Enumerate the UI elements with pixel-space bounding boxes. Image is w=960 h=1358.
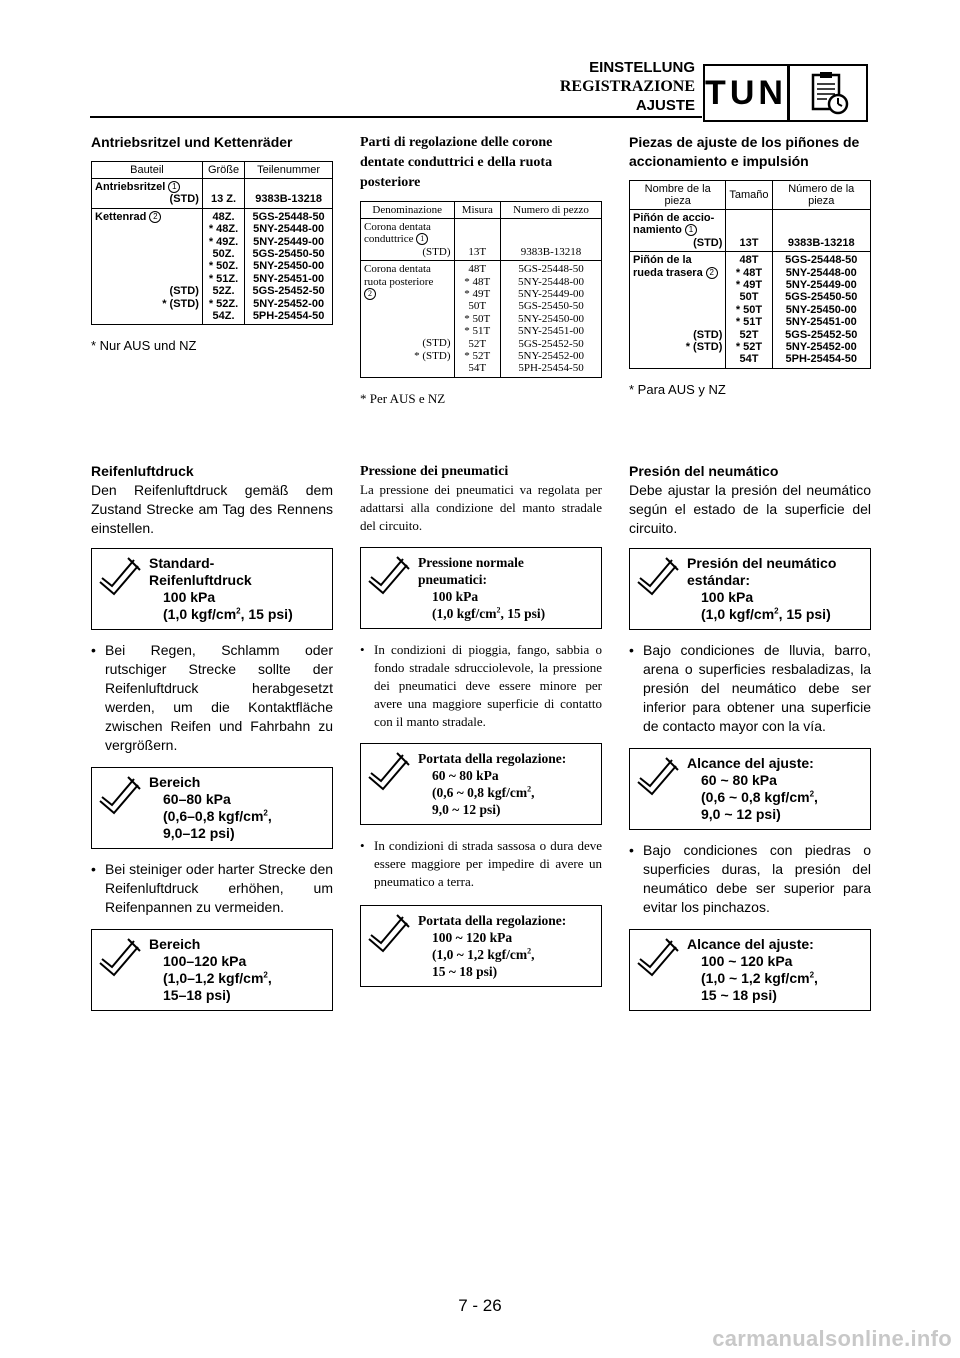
part-number: 5NY-25451-00 — [518, 325, 585, 338]
part-number: 5PH-25454-50 — [785, 353, 858, 366]
column-italian — [360, 133, 602, 408]
size: * 48T — [735, 266, 763, 279]
parts-table — [629, 180, 871, 369]
wrench-pointer-icon — [98, 937, 142, 977]
std-label: (STD) — [169, 285, 199, 298]
std-label: * (STD) — [162, 297, 199, 310]
size: 54T — [739, 353, 759, 366]
spec-label: Reifenluftdruck — [149, 572, 252, 588]
tire-heading: Reifenluftdruck — [91, 463, 194, 479]
table-header: Größe — [202, 162, 244, 179]
spec-box — [360, 547, 602, 629]
parts-table — [360, 201, 602, 378]
wrench-pointer-icon — [636, 756, 680, 796]
spec-value: 9,0–12 psi) — [163, 825, 235, 841]
std-label: (STD) — [169, 193, 199, 206]
size: 52T — [468, 337, 487, 350]
spec-value: (0,6 ~ 0,8 kgf/$cm^2$, — [701, 789, 818, 805]
size: 48T — [468, 263, 487, 276]
part-number: 5NY-25451-00 — [785, 316, 857, 329]
size: * 50T — [735, 303, 763, 316]
spec-value: 100 kPa — [163, 589, 216, 605]
spec-value: 9,0 ~ 12 psi) — [701, 806, 781, 822]
part-number: 9383B-13218 — [787, 236, 855, 249]
part-number: 5NY-25449-00 — [253, 235, 325, 248]
spec-value: 15 ~ 18 psi) — [701, 987, 777, 1003]
wrench-pointer-icon — [98, 775, 142, 815]
size: * 51Z. — [208, 272, 239, 285]
spec-value: (1,0 ~ 1,2 kgf/$cm^2$, — [701, 970, 818, 986]
page-number: 7 - 26 — [458, 1296, 502, 1315]
spec-value: (0,6–0,8 kgf/$cm^2$, — [163, 808, 272, 824]
size: * 48Z. — [208, 223, 239, 236]
std-label: (STD) — [693, 236, 723, 249]
spec-value: 100 kPa — [701, 589, 754, 605]
size: * 52T — [464, 350, 491, 363]
section-code: TUN — [703, 64, 789, 122]
spec-value: (1,0 ~ 1,2 kgf/$cm^2$, — [432, 946, 535, 962]
size: 13T — [468, 245, 487, 258]
table-header: Tamaño — [726, 181, 772, 210]
table-footnote: * Para AUS y NZ — [629, 381, 726, 397]
bullet-item: • Bajo condiciones con piedras o superficies duras, la presión del neumático debe ser superior para evitar los pinchazos. — [629, 841, 871, 917]
size: * 51T — [464, 325, 491, 338]
table-row — [361, 219, 602, 261]
part-number: 5GS-25452-50 — [518, 337, 584, 350]
part-number: 5NY-25452-00 — [253, 297, 325, 310]
spec-label: estándar: — [687, 572, 751, 588]
spec-value: 60 ~ 80 kPa — [432, 768, 499, 783]
part-number: 5NY-25448-00 — [253, 223, 325, 236]
part-name: conduttrice — [364, 233, 414, 246]
part-number: 5PH-25454-50 — [518, 362, 584, 375]
column-italian-tires — [360, 462, 602, 987]
spec-box — [91, 548, 333, 630]
part-name: Piñón de accio- — [633, 212, 715, 224]
header-title-it: REGISTRAZIONE — [559, 78, 695, 95]
tire-heading: Pressione dei pneumatici — [360, 464, 509, 479]
wrench-pointer-icon — [636, 556, 680, 596]
tire-text: Den Reifenluftdruck gemäß dem Zustand Strecke am Tag des Rennens einstellen. — [91, 482, 333, 536]
wrench-pointer-icon — [367, 751, 411, 791]
wrench-pointer-icon — [367, 555, 411, 595]
header-titles — [560, 58, 695, 115]
size: * 48T — [464, 275, 491, 288]
spec-label: Portata della regolazione: — [418, 751, 567, 766]
spec-value: 100 kPa — [432, 589, 479, 604]
size: 54Z. — [212, 310, 235, 323]
table-row — [92, 208, 333, 325]
spec-value: 100 ~ 120 kPa — [701, 953, 793, 969]
callout-number: 2 — [149, 211, 161, 223]
column-spanish-tires — [629, 462, 871, 1011]
size: * 52T — [735, 341, 763, 354]
callout-number: 1 — [685, 224, 697, 236]
part-number: 5GS-25452-50 — [252, 285, 325, 298]
table-header-row — [361, 202, 602, 219]
part-number: 5NY-25448-00 — [518, 275, 585, 288]
spec-value: (1,0–1,2 kgf/$cm^2$, — [163, 970, 272, 986]
part-number: 5PH-25454-50 — [252, 310, 325, 323]
spec-value: (1,0 kgf/$cm^2$, 15 psi) — [701, 606, 831, 622]
size: 48T — [739, 254, 759, 267]
parts-heading: Parti di regolazione delle corone dentate conduttrici e della ruota posteriore — [360, 135, 553, 190]
size: 50T — [739, 291, 759, 304]
spec-label: Bereich — [149, 774, 201, 790]
table-footnote: * Nur AUS und NZ — [91, 338, 197, 354]
size: * 52Z. — [208, 297, 239, 310]
table-header: Nombre de la pieza — [630, 181, 726, 210]
size: * 49T — [464, 288, 491, 301]
spec-box — [360, 905, 602, 987]
part-number: 5NY-25450-00 — [518, 312, 585, 325]
table-row — [92, 179, 333, 209]
size: * 50T — [464, 312, 491, 325]
header-title-de: EINSTELLUNG — [589, 59, 695, 76]
spec-value: 15–18 psi) — [163, 987, 231, 1003]
spec-box — [629, 748, 871, 830]
std-label: (STD) — [422, 337, 451, 350]
size: 13T — [739, 236, 759, 249]
table-footnote: * Per AUS e NZ — [360, 390, 446, 406]
std-label: (STD) — [422, 245, 451, 258]
bullet-item: • Bei steiniger oder harter Strecke den Reifenluftdruck erhöhen, um Reifenpannen zu vermeiden. — [91, 860, 333, 917]
spec-box — [91, 767, 333, 849]
spec-label: Standard- — [149, 555, 215, 571]
spec-value: (1,0 kgf/$cm^2$, 15 psi) — [163, 606, 293, 622]
bullet-item: • In condizioni di pioggia, fango, sabbia o fondo stradale sdrucciolevole, la pressione dei pneumatici deve essere minore per avere una maggiore superficie di contatto con il manto stradale. — [360, 641, 602, 731]
size: 50Z. — [212, 248, 235, 261]
column-german-tires — [91, 462, 333, 1011]
table-header: Bauteil — [92, 162, 203, 179]
part-number: 5GS-25450-50 — [252, 248, 325, 261]
parts-heading: Piezas de ajuste de los piñones de accionamiento e impulsión — [629, 134, 860, 169]
size: 13 Z. — [210, 193, 237, 206]
size: * 49T — [735, 279, 763, 292]
spec-label: Bereich — [149, 936, 201, 952]
spec-value: 100–120 kPa — [163, 953, 247, 969]
part-number: 5NY-25450-00 — [253, 260, 325, 273]
spec-label: Presión del neumático — [687, 555, 837, 571]
spec-value: (0,6 ~ 0,8 kgf/$cm^2$, — [432, 784, 535, 800]
size: * 50Z. — [208, 260, 239, 273]
spec-label: pneumatici: — [418, 572, 487, 587]
size: 48Z. — [212, 210, 235, 223]
spec-value: 9,0 ~ 12 psi) — [432, 802, 501, 817]
callout-number: 2 — [364, 288, 376, 300]
spec-value: 100 ~ 120 kPa — [432, 930, 513, 945]
part-number: 9383B-13218 — [520, 245, 582, 258]
part-number: 5GS-25448-50 — [252, 210, 325, 223]
table-row — [630, 210, 871, 252]
spec-value: 60–80 kPa — [163, 791, 231, 807]
callout-number: 2 — [706, 267, 718, 279]
table-header: Número de la pieza — [772, 181, 870, 210]
header-title-es: AJUSTE — [635, 97, 695, 114]
part-number: 5NY-25448-00 — [785, 266, 857, 279]
bullet-item: • Bei Regen, Schlamm oder rutschiger Strecke sollte der Reifenluftdruck herabgesetzt werden, um die Kontaktfläche zwischen Reifen und Fahrbahn zu vergrößern. — [91, 641, 333, 755]
part-number: 5NY-25452-00 — [785, 341, 857, 354]
wrench-pointer-icon — [636, 937, 680, 977]
part-name: Corona dentata — [364, 263, 431, 276]
parts-table — [91, 161, 333, 325]
parts-heading: Antriebsritzel und Kettenräder — [91, 134, 293, 150]
bullet-item: • In condizioni di strada sassosa o dura deve essere maggiore per impedire di avere un pneumatico a terra. — [360, 837, 602, 891]
part-name: Piñón de la — [633, 254, 692, 267]
spec-label: Portata della regolazione: — [418, 913, 567, 928]
size: 54T — [468, 362, 487, 375]
part-number: 5NY-25450-00 — [785, 303, 857, 316]
watermark: carmanualsonline.info — [712, 1326, 952, 1351]
spec-value: 60 ~ 80 kPa — [701, 772, 777, 788]
part-name: namiento — [633, 224, 682, 237]
part-number: 5GS-25450-50 — [518, 300, 584, 313]
part-name: rueda trasera — [633, 266, 703, 279]
part-number: 5GS-25448-50 — [518, 263, 584, 276]
bullet-item: • Bajo condiciones de lluvia, barro, arena o superficies resbaladizas, la presión del neumático debe ser inferior para obtener una superficie de contacto mayor con la vía. — [629, 641, 871, 736]
spec-box — [91, 929, 333, 1011]
table-header: Denominazione — [361, 202, 455, 219]
part-number: 5NY-25451-00 — [253, 272, 325, 285]
size: * 49Z. — [208, 235, 239, 248]
std-label: * (STD) — [414, 349, 451, 362]
header-rule — [90, 116, 702, 118]
spec-label: Pressione normale — [418, 555, 524, 570]
spec-value: (1,0 kgf/$cm^2$, 15 psi) — [432, 605, 546, 621]
part-number: 5GS-25448-50 — [785, 254, 858, 267]
part-number: 5GS-25452-50 — [785, 328, 858, 341]
tire-text: Debe ajustar la presión del neumático según el estado de la superficie del circuito. — [629, 482, 871, 536]
part-name: Antriebsritzel — [95, 181, 166, 193]
size: 50T — [468, 300, 487, 313]
part-number: 5NY-25449-00 — [785, 279, 857, 292]
part-name: ruota posteriore — [364, 275, 434, 288]
column-german — [91, 133, 333, 355]
spec-label: Alcance del ajuste: — [687, 936, 814, 952]
table-header: Teilenummer — [245, 162, 333, 179]
callout-number: 1 — [168, 181, 180, 193]
callout-number: 1 — [416, 233, 428, 245]
table-header-row — [92, 162, 333, 179]
part-number: 5NY-25449-00 — [518, 288, 585, 301]
spec-box — [629, 548, 871, 630]
part-number: 5GS-25450-50 — [785, 291, 858, 304]
size: 52Z. — [212, 285, 235, 298]
spec-value: 15 ~ 18 psi) — [432, 964, 498, 979]
size: 52T — [739, 328, 759, 341]
clipboard-stopwatch-icon — [788, 64, 868, 122]
spec-box — [629, 929, 871, 1011]
table-header-row — [630, 181, 871, 210]
table-header: Misura — [454, 202, 501, 219]
table-header: Numero di pezzo — [501, 202, 602, 219]
spec-box — [360, 743, 602, 825]
spec-label: Alcance del ajuste: — [687, 755, 814, 771]
table-row — [361, 261, 602, 378]
wrench-pointer-icon — [367, 913, 411, 953]
part-number: 5NY-25452-00 — [518, 350, 585, 363]
std-label: (STD) — [693, 329, 723, 342]
size: * 51T — [735, 316, 763, 329]
table-row — [630, 252, 871, 369]
std-label: * (STD) — [685, 341, 723, 354]
wrench-pointer-icon — [98, 556, 142, 596]
column-spanish — [629, 133, 871, 399]
part-name: Corona dentata — [364, 221, 431, 233]
tire-heading: Presión del neumático — [629, 463, 779, 479]
part-number: 9383B-13218 — [255, 193, 322, 206]
tire-text: La pressione dei pneumatici va regolata per adattarsi alla condizione del manto stradale del circuito. — [360, 482, 602, 533]
part-name: Kettenrad — [95, 210, 147, 223]
